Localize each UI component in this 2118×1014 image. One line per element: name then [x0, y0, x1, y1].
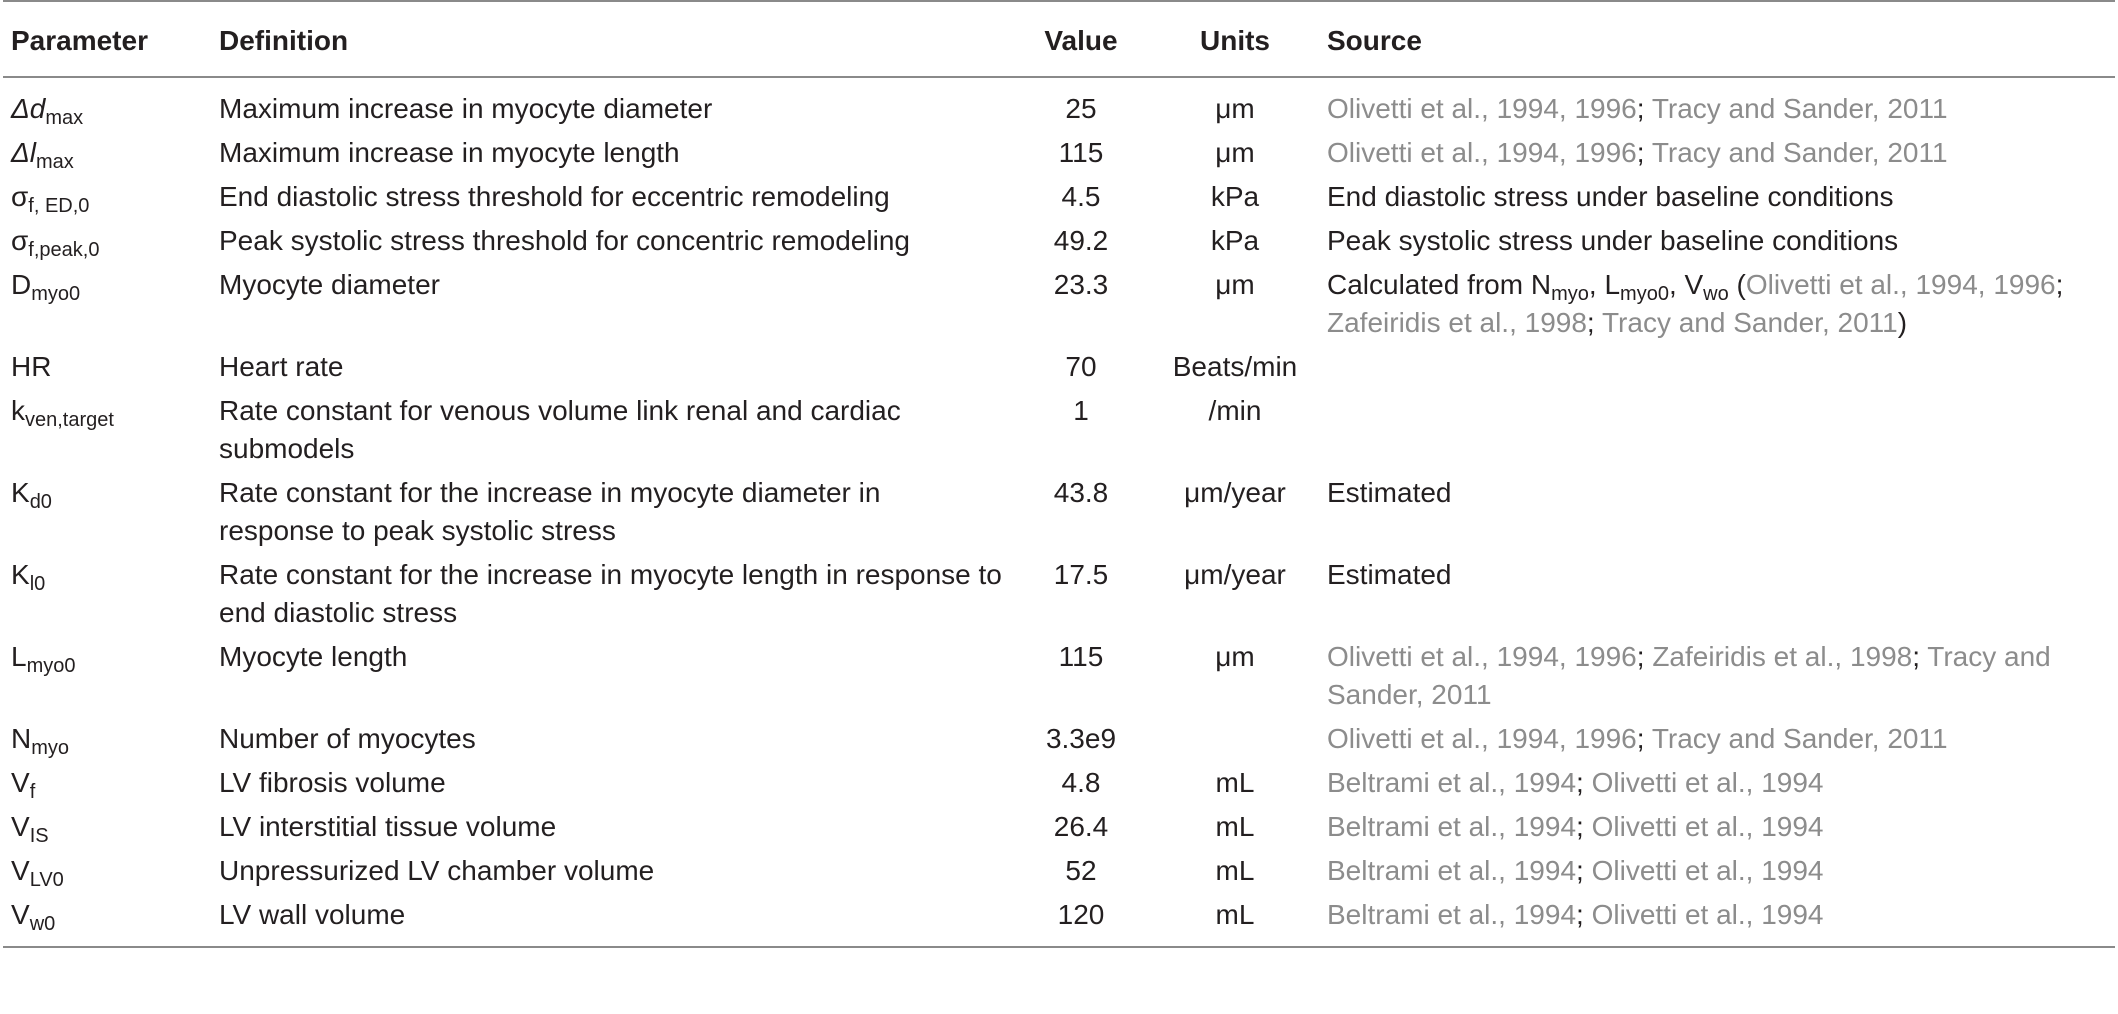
parameter-subscript: f, ED,0 [28, 195, 90, 217]
parameter-symbol: L [11, 641, 27, 672]
citation-link[interactable]: Tracy and Sander, 2011 [1601, 307, 1898, 338]
cell-value: 43.8 [1053, 477, 1109, 508]
cell-units: mL [1215, 855, 1255, 886]
cell-units: kPa [1210, 181, 1260, 212]
cell-parameter [3, 805, 211, 849]
parameter-subscript: IS [29, 825, 49, 847]
cell-value: 26.4 [1053, 811, 1109, 842]
table-row [3, 805, 2115, 849]
parameter-symbol: k [11, 395, 25, 426]
cell-source [1319, 219, 2115, 263]
source-text: ) [1897, 307, 1908, 338]
source-text: End diastolic stress under baseline conditions [1327, 181, 1894, 212]
parameter-symbol: σ [11, 181, 29, 212]
table-row [3, 717, 2115, 761]
source-text: ; [1576, 899, 1592, 930]
cell-units: μm [1215, 641, 1255, 672]
parameter-subscript: d0 [29, 491, 52, 513]
parameter-symbol: K [11, 559, 30, 590]
citation-link[interactable]: Olivetti et al., 1994 [1591, 899, 1824, 930]
cell-units: μm [1215, 137, 1255, 168]
citation-link[interactable]: Olivetti et al., 1994 [1591, 855, 1824, 886]
citation-link[interactable]: Olivetti et al., 1994 [1591, 767, 1824, 798]
parameter-subscript: max [45, 107, 84, 129]
cell-units: μm/year [1184, 477, 1286, 508]
parameter-subscript: w0 [29, 913, 56, 935]
cell-parameter [3, 389, 211, 471]
header-units: Units [1200, 25, 1270, 56]
source-subscript: myo0 [1620, 283, 1669, 305]
cell-source [1319, 131, 2115, 175]
parameter-symbol: D [11, 269, 32, 300]
source-text: , V [1668, 269, 1704, 300]
parameter-table [3, 0, 2115, 948]
source-text: ; [1636, 93, 1652, 124]
cell-definition: Unpressurized LV chamber volume [219, 855, 655, 886]
table-row [3, 345, 2115, 389]
table-row [3, 761, 2115, 805]
table-row [3, 471, 2115, 553]
table-row [3, 893, 2115, 947]
cell-source [1319, 471, 2115, 553]
cell-definition: LV fibrosis volume [219, 767, 446, 798]
parameter-subscript: myo0 [26, 655, 76, 677]
cell-units: mL [1215, 767, 1255, 798]
cell-value: 120 [1057, 899, 1105, 930]
cell-source [1319, 345, 2115, 389]
citation-link[interactable]: Olivetti et al., 1994, 1996 [1327, 93, 1637, 124]
cell-value: 70 [1065, 351, 1097, 382]
parameter-subscript: ven,target [25, 409, 114, 431]
cell-value: 1 [1073, 395, 1089, 426]
cell-definition: Peak systolic stress threshold for concentric remodeling [219, 225, 910, 256]
cell-value: 17.5 [1053, 559, 1109, 590]
source-subscript: myo [1551, 283, 1589, 305]
parameter-symbol: K [11, 477, 30, 508]
citation-link[interactable]: Tracy and Sander, 2011 [1651, 93, 1948, 124]
citation-link[interactable]: Beltrami et al., 1994 [1327, 767, 1577, 798]
header-definition: Definition [219, 25, 349, 56]
cell-definition: LV interstitial tissue volume [219, 811, 557, 842]
cell-parameter [3, 471, 211, 553]
cell-definition: Number of myocytes [219, 723, 476, 754]
cell-parameter [3, 131, 211, 175]
parameter-symbol: V [11, 811, 30, 842]
header-row [3, 1, 2115, 77]
citation-link[interactable]: Olivetti et al., 1994, 1996 [1327, 641, 1637, 672]
parameter-symbol: HR [11, 351, 52, 382]
citation-link[interactable]: Olivetti et al., 1994, 1996 [1745, 269, 2056, 300]
table-body [3, 77, 2115, 947]
citation-link[interactable]: Olivetti et al., 1994, 1996 [1327, 723, 1637, 754]
parameter-symbol: V [11, 855, 30, 886]
citation-link[interactable]: Beltrami et al., 1994 [1327, 899, 1577, 930]
source-text: Calculated from N [1327, 269, 1552, 300]
cell-value: 52 [1065, 855, 1097, 886]
table-row [3, 849, 2115, 893]
cell-definition: LV wall volume [219, 899, 406, 930]
cell-source [1319, 175, 2115, 219]
cell-source [1319, 717, 2115, 761]
cell-parameter [3, 219, 211, 263]
source-text: ; [1576, 855, 1592, 886]
citation-link[interactable]: Beltrami et al., 1994 [1327, 855, 1577, 886]
cell-definition: Heart rate [219, 351, 344, 382]
source-text: ( [1728, 269, 1746, 300]
parameter-symbol: Δl [11, 137, 37, 168]
cell-source [1319, 77, 2115, 131]
cell-source [1319, 635, 2115, 717]
cell-source [1319, 263, 2115, 345]
table-row [3, 263, 2115, 345]
source-text: ; [1636, 641, 1653, 672]
source-text: Estimated [1327, 477, 1452, 508]
cell-definition: Rate constant for the increase in myocyte length in response to end diastolic stress [219, 559, 1002, 628]
source-text: ; [1576, 811, 1592, 842]
parameter-symbol: N [11, 723, 32, 754]
cell-definition: Myocyte diameter [219, 269, 440, 300]
cell-units: μm [1215, 93, 1255, 124]
cell-units [1151, 717, 1319, 761]
cell-parameter [3, 175, 211, 219]
cell-definition: Myocyte length [219, 641, 408, 672]
parameter-symbol: V [11, 767, 30, 798]
cell-value: 25 [1065, 93, 1097, 124]
cell-parameter [3, 263, 211, 345]
table-row [3, 553, 2115, 635]
cell-parameter [3, 553, 211, 635]
parameter-symbol: Δd [11, 93, 46, 124]
citation-link[interactable]: Zafeiridis et al., 1998 [1327, 307, 1587, 338]
cell-definition: Rate constant for venous volume link renal and cardiac submodels [219, 395, 901, 464]
parameter-symbol: V [11, 899, 30, 930]
table-row [3, 77, 2115, 131]
cell-definition: Maximum increase in myocyte diameter [219, 93, 713, 124]
cell-source [1319, 805, 2115, 849]
parameter-subscript: l0 [29, 573, 46, 595]
cell-value: 49.2 [1053, 225, 1109, 256]
citation-link[interactable]: Olivetti et al., 1994 [1591, 811, 1824, 842]
source-text: ; [1586, 307, 1602, 338]
cell-value: 3.3e9 [1045, 723, 1117, 754]
table-row [3, 175, 2115, 219]
parameter-subscript: LV0 [29, 869, 64, 891]
header-value: Value [1044, 25, 1118, 56]
citation-link[interactable]: Zafeiridis et al., 1998 [1652, 641, 1913, 672]
cell-units: Beats/min [1172, 351, 1298, 382]
parameter-subscript: max [36, 151, 74, 173]
cell-parameter [3, 635, 211, 717]
table-row [3, 219, 2115, 263]
cell-value: 4.5 [1061, 181, 1101, 212]
citation-link[interactable]: Tracy and Sander, 2011 [1651, 723, 1948, 754]
cell-value: 115 [1058, 137, 1104, 168]
cell-definition: Rate constant for the increase in myocyte diameter in response to peak systolic stress [219, 477, 881, 546]
cell-units: μm/year [1184, 559, 1286, 590]
table-row [3, 389, 2115, 471]
cell-units: mL [1215, 899, 1255, 930]
parameter-subscript: f,peak,0 [28, 239, 100, 261]
parameter-symbol: σ [11, 225, 29, 256]
cell-parameter [3, 717, 211, 761]
parameter-subscript: myo [31, 737, 70, 759]
cell-source [1319, 553, 2115, 635]
source-text: Estimated [1327, 559, 1452, 590]
table-header [3, 1, 2115, 77]
source-text: ; [2055, 269, 2064, 300]
header-source: Source [1327, 25, 1422, 56]
source-text: ; [1636, 723, 1652, 754]
cell-units: μm [1215, 269, 1255, 300]
cell-units: mL [1215, 811, 1255, 842]
cell-source [1319, 849, 2115, 893]
cell-source [1319, 893, 2115, 947]
source-text: ; [1912, 641, 1928, 672]
cell-parameter [3, 761, 211, 805]
source-text: ; [1576, 767, 1592, 798]
cell-definition: Maximum increase in myocyte length [219, 137, 680, 168]
source-text: , L [1588, 269, 1621, 300]
cell-source [1319, 389, 2115, 471]
citation-link[interactable]: Olivetti et al., 1994, 1996 [1327, 137, 1637, 168]
citation-link[interactable]: Beltrami et al., 1994 [1327, 811, 1577, 842]
cell-value: 23.3 [1053, 269, 1109, 300]
cell-units: kPa [1210, 225, 1260, 256]
source-text: ; [1636, 137, 1652, 168]
parameter-subscript: myo0 [31, 283, 81, 305]
source-subscript: wo [1703, 283, 1729, 305]
cell-parameter [3, 849, 211, 893]
table-row [3, 131, 2115, 175]
table-row [3, 635, 2115, 717]
cell-value: 4.8 [1061, 767, 1101, 798]
cell-definition: End diastolic stress threshold for eccentric remodeling [219, 181, 890, 212]
cell-parameter [3, 77, 211, 131]
cell-parameter [3, 345, 211, 389]
source-text: Peak systolic stress under baseline conditions [1327, 225, 1899, 256]
header-parameter: Parameter [11, 25, 148, 56]
cell-units: /min [1208, 395, 1262, 426]
cell-source [1319, 761, 2115, 805]
cell-value: 115 [1058, 641, 1104, 672]
parameter-subscript: f [29, 781, 36, 803]
cell-parameter [3, 893, 211, 947]
citation-link[interactable]: Tracy and Sander, 2011 [1327, 641, 2051, 710]
citation-link[interactable]: Tracy and Sander, 2011 [1651, 137, 1948, 168]
